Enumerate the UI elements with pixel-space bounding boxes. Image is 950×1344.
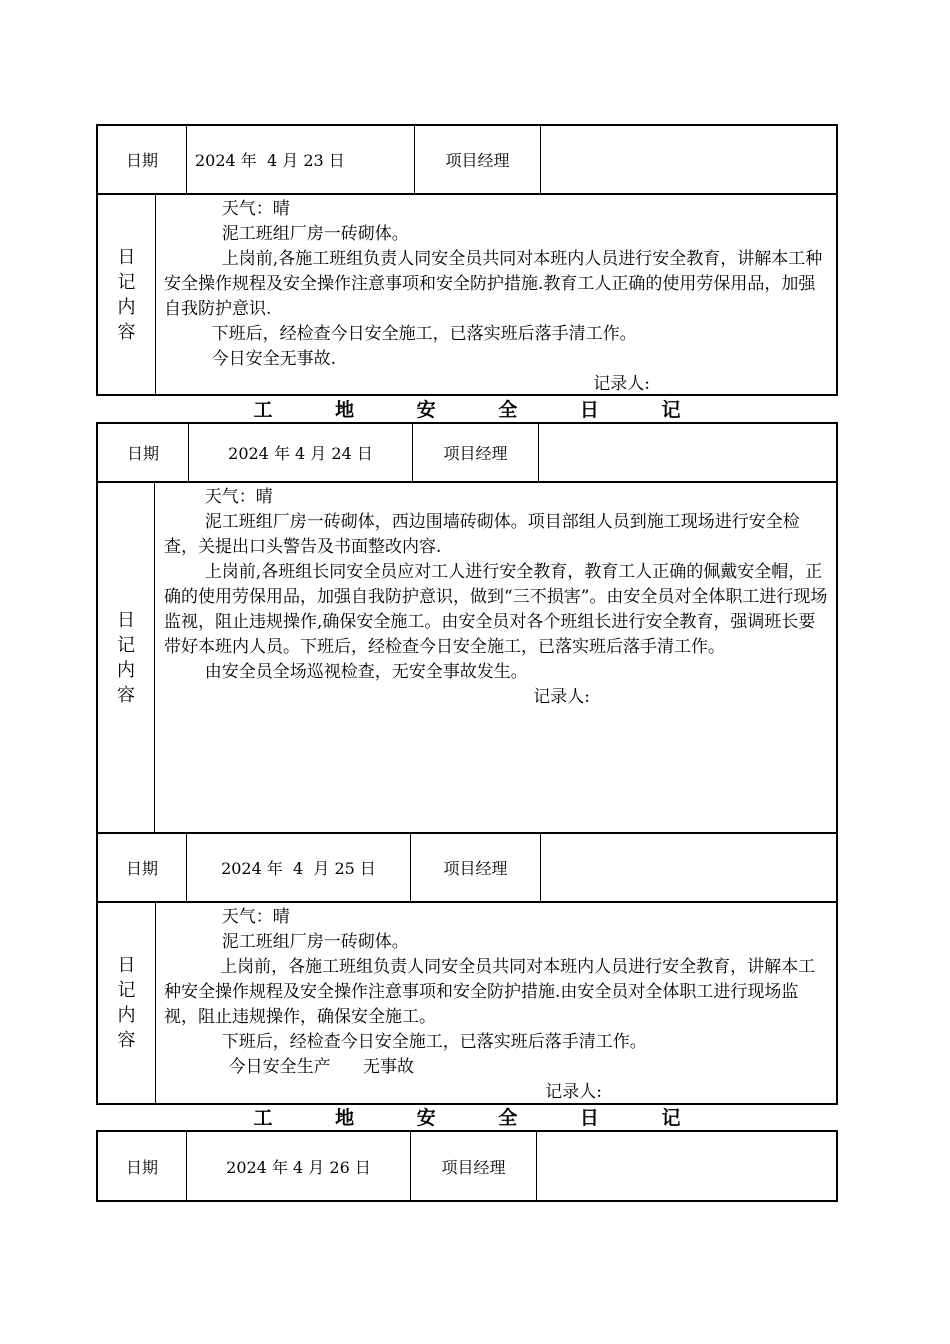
diary-paragraph: 泥工班组厂房一砖砌体，西边围墙砖砌体。项目部组人员到施工现场进行安全检查，关提出口头警告及书面整改内容.: [164, 512, 800, 557]
diary-content-label-cell: [98, 483, 155, 832]
diary-content-label: 日记内容: [117, 246, 136, 343]
diary-content: [164, 485, 830, 710]
entry-body-1: [96, 195, 838, 396]
page-title: 工 地 安 全 日 记: [253, 1107, 709, 1129]
page-title: 工 地 安 全 日 记: [253, 399, 709, 421]
entry-body-3: [96, 903, 838, 1105]
entry-header-1: [96, 124, 838, 195]
diary-paragraph: 今日安全无事故.: [211, 349, 336, 369]
recorder-label: 记录人:: [593, 374, 650, 394]
date-label: 日期: [126, 444, 159, 463]
diary-paragraph: 泥工班组厂房一砖砌体。: [221, 932, 409, 952]
diary-content-label-cell: [98, 195, 156, 394]
date-label: 日期: [125, 151, 158, 170]
diary-content: [164, 197, 830, 397]
entry-header-2: [96, 422, 838, 483]
date-value: 2024 年 4 月 25 日: [186, 834, 410, 901]
manager-value: [536, 1132, 836, 1200]
manager-value: [538, 424, 836, 481]
diary-paragraph: 上岗前,各班组长同安全员应对工人进行安全教育，教育工人正确的佩戴安全帽，正确的使用劳保用品，加强自我防护意识，做到“三不损害”。由安全员对全体职工进行现场监视，阻止违规操作,确保安全施工。由安全员对各个班组长进行安全教育，强调班长要带好本班内人员。下班后，经检查今日安全施工，已落实班后落手清工作。: [164, 562, 828, 657]
diary-paragraph: 上岗前，各施工班组负责人同安全员共同对本班内人员进行安全教育，讲解本工种安全操作规程及安全操作注意事项和安全防护措施.由安全员对全体职工进行现场监视，阻止违规操作，确保安全施工。: [164, 957, 816, 1027]
diary-content-label: 日记内容: [117, 955, 136, 1051]
diary-paragraph: 下班后，经检查今日安全施工，已落实班后落手清工作。: [221, 1032, 647, 1052]
weather-line: 天气：晴: [204, 487, 273, 507]
date-label: 日期: [125, 859, 158, 878]
manager-label: 项目经理: [410, 1132, 536, 1200]
weather-line: 天气：晴: [221, 907, 290, 927]
manager-label: 项目经理: [410, 834, 540, 901]
entry-body-2: [96, 483, 838, 834]
weather-line: 天气：晴: [221, 199, 290, 219]
diary-content: [164, 905, 830, 1105]
date-value: 2024 年 4 月 26 日: [186, 1132, 410, 1200]
date-value: 2024 年 4 月 24 日: [188, 424, 412, 481]
manager-value: [540, 834, 836, 901]
manager-value: [540, 126, 836, 193]
date-label: 日期: [125, 1157, 158, 1177]
manager-label: 项目经理: [414, 126, 540, 193]
recorder-label: 记录人:: [545, 1082, 602, 1102]
diary-paragraph: 今日安全生产 无事故: [228, 1057, 415, 1077]
diary-paragraph: 上岗前,各施工班组负责人同安全员共同对本班内人员进行安全教育，讲解本工种安全操作规程及安全操作注意事项和安全防护措施.教育工人正确的使用劳保用品，加强自我防护意识.: [164, 249, 823, 319]
diary-paragraph: 由安全员全场巡视检查，无安全事故发生。: [204, 662, 528, 682]
manager-label: 项目经理: [412, 424, 538, 481]
diary-paragraph: 下班后，经检查今日安全施工，已落实班后落手清工作。: [211, 324, 637, 344]
recorder-label: 记录人:: [533, 687, 590, 707]
entry-header-3: [96, 832, 838, 903]
diary-content-label-cell: [98, 903, 156, 1103]
diary-content-label: 日记内容: [117, 609, 135, 706]
entry-header-4: [96, 1130, 838, 1202]
diary-paragraph: 泥工班组厂房一砖砌体。: [221, 224, 409, 244]
date-value: 2024 年 4 月 23 日: [186, 126, 414, 193]
